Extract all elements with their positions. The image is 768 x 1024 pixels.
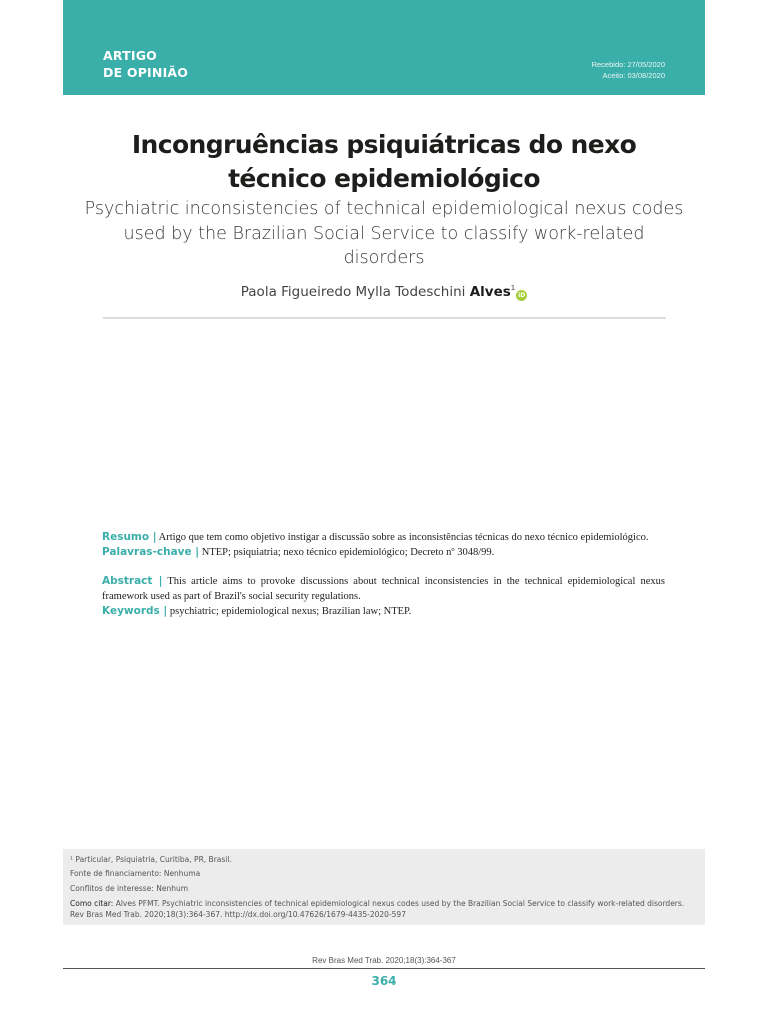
section-label-line1: ARTIGO	[103, 48, 158, 63]
resumo-line	[102, 530, 665, 545]
funding-footnote: Fonte de financiamento: Nenhuma	[70, 869, 201, 878]
footnotes-box	[63, 849, 705, 925]
keywords-text: psychiatric; epidemiological nexus; Brazilian law; NTEP.	[169, 606, 412, 617]
author-given-names: Paola Figueiredo Mylla Todeschini	[240, 284, 466, 300]
section-label	[103, 47, 188, 81]
footer-divider	[63, 968, 705, 969]
title-portuguese: Incongruências psiquiátricas do nexo técnico epidemiológico	[131, 130, 637, 193]
author-surname: Alves	[469, 284, 511, 300]
author-line	[84, 284, 684, 301]
abstract-portuguese	[102, 530, 665, 560]
how-to-cite-text[interactable]: Alves PFMT. Psychiatric inconsistencies of technical epidemiological nexus codes used by the Brazilian Social Service to classify work-related disorders. Rev Bras Med Trab. 2020;18(3):364-367. http://dx.doi.org/10.47626/1679-4435-2020-597	[70, 899, 685, 919]
section-label-line2: DE OPINIÃO	[103, 65, 189, 80]
abstract-line	[102, 574, 665, 604]
affiliation-mark: 1	[510, 284, 516, 292]
how-to-cite-label: Como citar:	[70, 899, 114, 908]
title-divider	[103, 317, 666, 319]
palavras-chave-label: Palavras-chave |	[102, 546, 200, 558]
title-english: Psychiatric inconsistencies of technical epidemiological nexus codes used by the Brazilian Social Service to classify work-related disorders	[84, 199, 684, 268]
affiliation-footnote: ¹ Particular, Psiquiatria, Curitiba, PR, Brasil.	[70, 855, 232, 864]
how-to-cite	[70, 898, 700, 920]
abstract-label: Abstract |	[102, 575, 163, 587]
article-dates	[592, 59, 665, 81]
keywords-line	[102, 604, 665, 619]
keywords-label: Keywords |	[102, 605, 168, 617]
abstract-english	[102, 574, 665, 619]
resumo-label: Resumo |	[102, 531, 157, 543]
received-date: Recebido: 27/05/2020	[591, 60, 665, 69]
palavras-chave-text: NTEP; psiquiatria; nexo técnico epidemiológico; Decreto nº 3048/99.	[201, 547, 495, 558]
conflicts-footnote: Conflitos de interesse: Nenhum	[70, 884, 189, 893]
page-number: 364	[371, 974, 397, 988]
header-banner	[63, 0, 705, 95]
resumo-text: Artigo que tem como objetivo instigar a discussão sobre as inconsistências técnicas do nexo técnico epidemiológico.	[158, 532, 649, 543]
accepted-date: Aceito: 03/08/2020	[602, 71, 665, 80]
orcid-icon[interactable]: iD	[518, 292, 526, 299]
abstract-text: This article aims to provoke discussions about technical inconsistencies in the technical epidemiological nexus framework used as part of Brazil's social security regulations.	[102, 576, 666, 602]
journal-citation: Rev Bras Med Trab. 2020;18(3):364-367	[312, 956, 456, 965]
palavras-chave-line	[102, 545, 665, 560]
